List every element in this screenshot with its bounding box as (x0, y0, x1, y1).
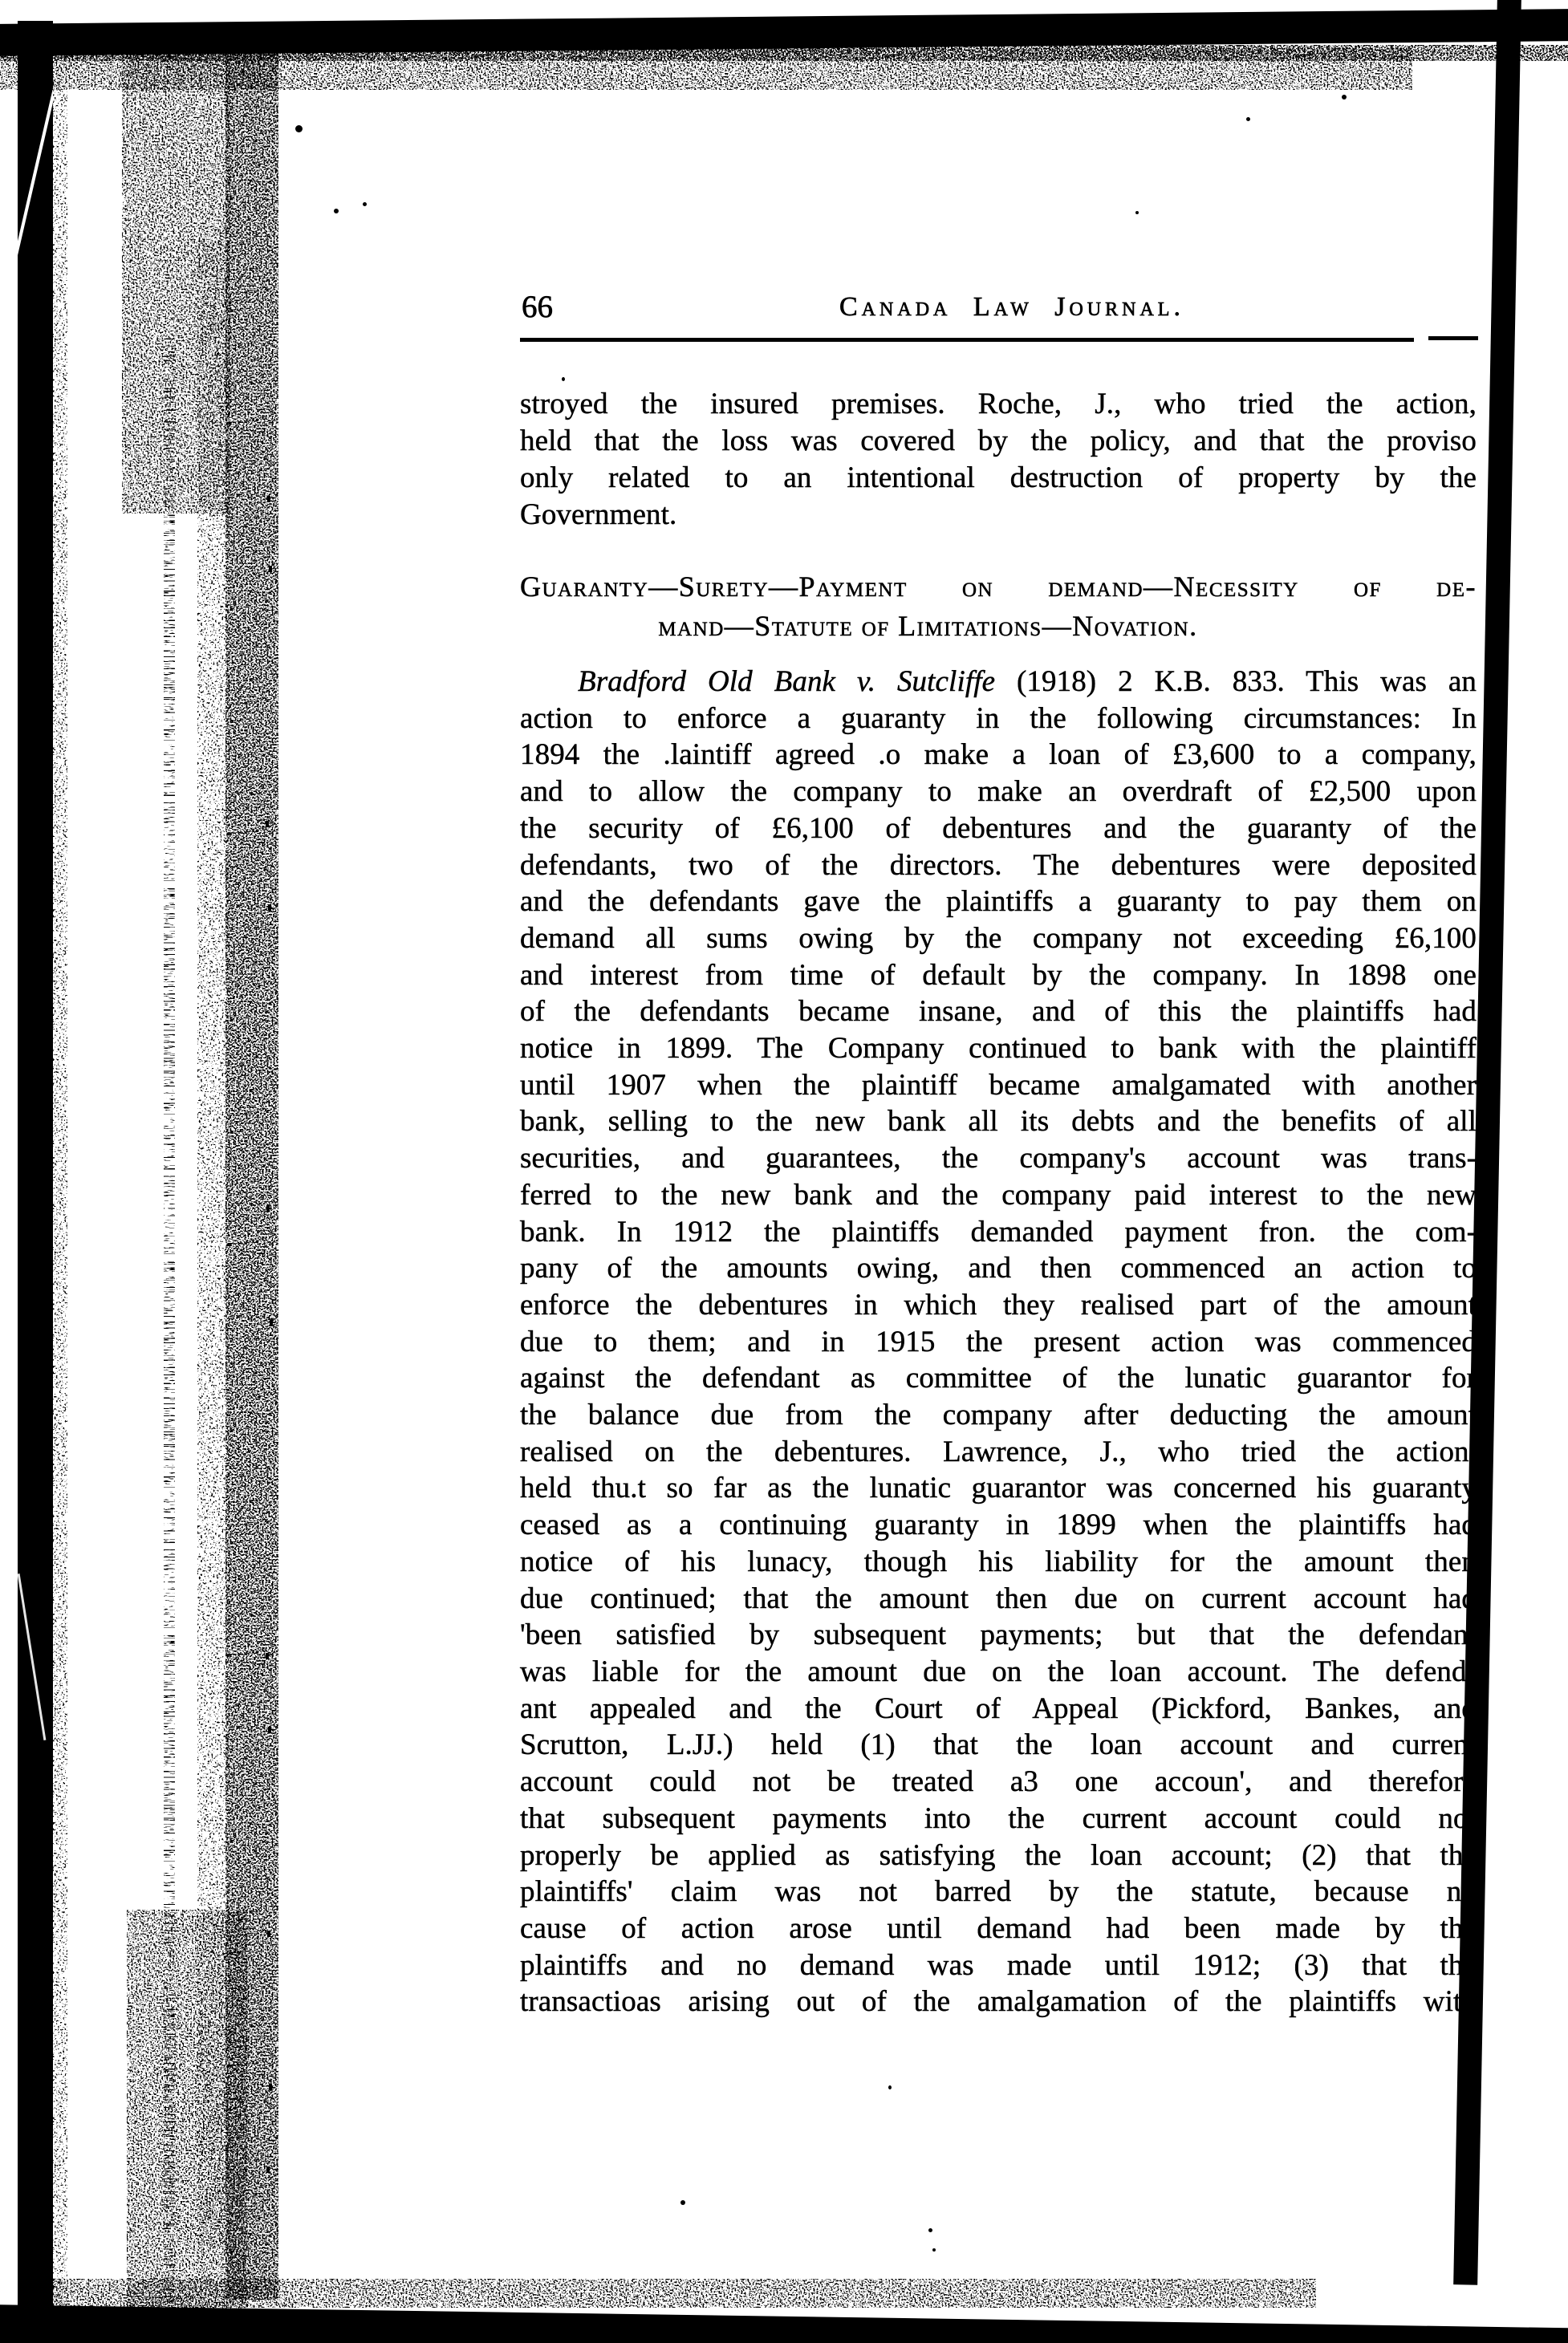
margin-tick (267, 496, 270, 502)
text-line: 'been satisfied by subsequent payments; but that the defendant (520, 1618, 1477, 1652)
header-rule-segment (1428, 336, 1478, 340)
ink-speck (928, 2228, 932, 2232)
page-number: 66 (522, 290, 553, 324)
ink-speck (680, 2200, 685, 2205)
margin-tick (267, 1931, 270, 1937)
text-line: plaintiffs' claim was not barred by the statute, because no (520, 1875, 1477, 1909)
case-note-paragraph (520, 664, 1477, 2020)
text-line: action to enforce a guaranty in the following circumstances: In (520, 701, 1477, 735)
case-note-heading (520, 567, 1477, 646)
ink-speck (562, 377, 565, 381)
text-line: Scrutton, L.JJ.) held (1) that the loan account and current (520, 1728, 1477, 1762)
page-header (520, 289, 1477, 329)
ink-speck (334, 209, 339, 213)
text-line: held thu.t so far as the lunatic guarantor was concerned his guaranty (520, 1472, 1477, 1505)
text-line: transactioas arising out of the amalgamation of the plaintiffs with (520, 1985, 1477, 2019)
text-line: realised on the debentures. Lawrence, J., who tried the action, (520, 1435, 1477, 1468)
ink-speck (888, 2085, 892, 2089)
ink-speck (1135, 211, 1139, 214)
header-rule (520, 338, 1414, 342)
text-line: Government. (520, 498, 677, 531)
text-line: due continued; that the amount then due on current account had (520, 1582, 1477, 1615)
continuation-paragraph (520, 386, 1477, 534)
case-citation-italic: Bradford Old Bank v. Sutcliffe (578, 665, 996, 698)
scan-binding-bar (18, 21, 53, 2343)
text-line: pany of the amounts owing, and then commenced an action to (520, 1252, 1477, 1285)
text-line: and the defendants gave the plaintiffs a guaranty to pay them on (520, 885, 1477, 919)
ink-speck (1246, 117, 1250, 121)
text-line: the security of £6,100 of debentures and the guaranty of the (520, 811, 1477, 845)
text-line: notice in 1899. The Company continued to bank with the plaintiff (520, 1032, 1477, 1066)
margin-tick (269, 2084, 272, 2090)
margin-tick (268, 1727, 271, 1733)
text-line: notice of his lunacy, though his liability for the amount then (520, 1545, 1477, 1578)
text-line: ceased as a continuing guaranty in 1899 when the plaintiffs had (520, 1509, 1477, 1542)
scan-noise (53, 80, 67, 2311)
text-line: that subsequent payments into the current account could not (520, 1801, 1477, 1835)
heading-line: mand—Statute of Limitations—Novation. (658, 610, 1198, 642)
text-line: until 1907 when the plaintiff became amalgamated with another (520, 1068, 1477, 1102)
text-line: only related to an intentional destruction of property by the (520, 461, 1477, 494)
margin-tick (266, 2166, 270, 2173)
case-citation-line (520, 664, 1477, 700)
text-line: due to them; and in 1915 the present action was commenced (520, 1325, 1477, 1358)
text-line: the balance due from the company after deducting the amount (520, 1399, 1477, 1432)
margin-tick (266, 821, 269, 827)
text-line: securities, and guarantees, the company's account was trans- (520, 1142, 1477, 1176)
text-line: and interest from time of default by the company. In 1898 one (520, 958, 1477, 992)
text-line: was liable for the amount due on the loan account. The defend- (520, 1655, 1477, 1688)
ink-speck (295, 125, 303, 132)
text-line: and to allow the company to make an overdraft of £2,500 upon (520, 775, 1477, 809)
margin-tick (270, 1320, 273, 1326)
margin-tick (266, 1205, 270, 1212)
scan-noise (127, 1910, 247, 2315)
text-line: stroyed the insured premises. Roche, J., who tried the action, (520, 388, 1477, 420)
ink-speck (363, 202, 367, 206)
text-line: held that the loss was covered by the policy, and that the proviso (520, 424, 1477, 457)
text-line: bank. In 1912 the plaintiffs demanded payment fron. the com- (520, 1215, 1477, 1249)
text-line: ferred to the new bank and the company paid interest to the new (520, 1178, 1477, 1212)
journal-title: Canada Law Journal. (839, 292, 1184, 322)
text-line: 1894 the .laintiff agreed .o make a loan of £3,600 to a company, (520, 738, 1477, 772)
text-line: properly be applied as satisfying the loan account; (2) that the (520, 1838, 1477, 1872)
text-line: defendants, two of the directors. The debentures were deposited (520, 848, 1477, 882)
text-line: against the defendant as committee of the lunatic guarantor for (520, 1362, 1477, 1395)
case-citation-rest: (1918) 2 K.B. 833. This was an (995, 665, 1477, 698)
margin-tick (269, 566, 272, 572)
text-line: account could not be treated a3 one accoun', and therefore (520, 1765, 1477, 1799)
text-line: ant appealed and the Court of Appeal (Pickford, Bankes, and (520, 1691, 1477, 1725)
margin-tick (266, 1653, 269, 1659)
text-line: plaintiffs and no demand was made until 1912; (3) that the (520, 1948, 1477, 1982)
text-line: bank, selling to the new bank all its debts and the benefits of all (520, 1105, 1477, 1139)
text-line: enforce the debentures in which they realised part of the amount (520, 1288, 1477, 1322)
text-line: of the defendants became insane, and of this the plaintiffs had (520, 995, 1477, 1029)
ink-speck (1342, 95, 1347, 99)
text-line: demand all sums owing by the company not exceeding £6,100 (520, 921, 1477, 955)
text-line: cause of action arose until demand had been made by the (520, 1911, 1477, 1945)
ink-speck (932, 2248, 936, 2252)
margin-tick (268, 904, 271, 911)
scan-noise (32, 2279, 1316, 2308)
heading-line: Guaranty—Surety—Payment on demand—Necessity of de- (520, 571, 1477, 603)
